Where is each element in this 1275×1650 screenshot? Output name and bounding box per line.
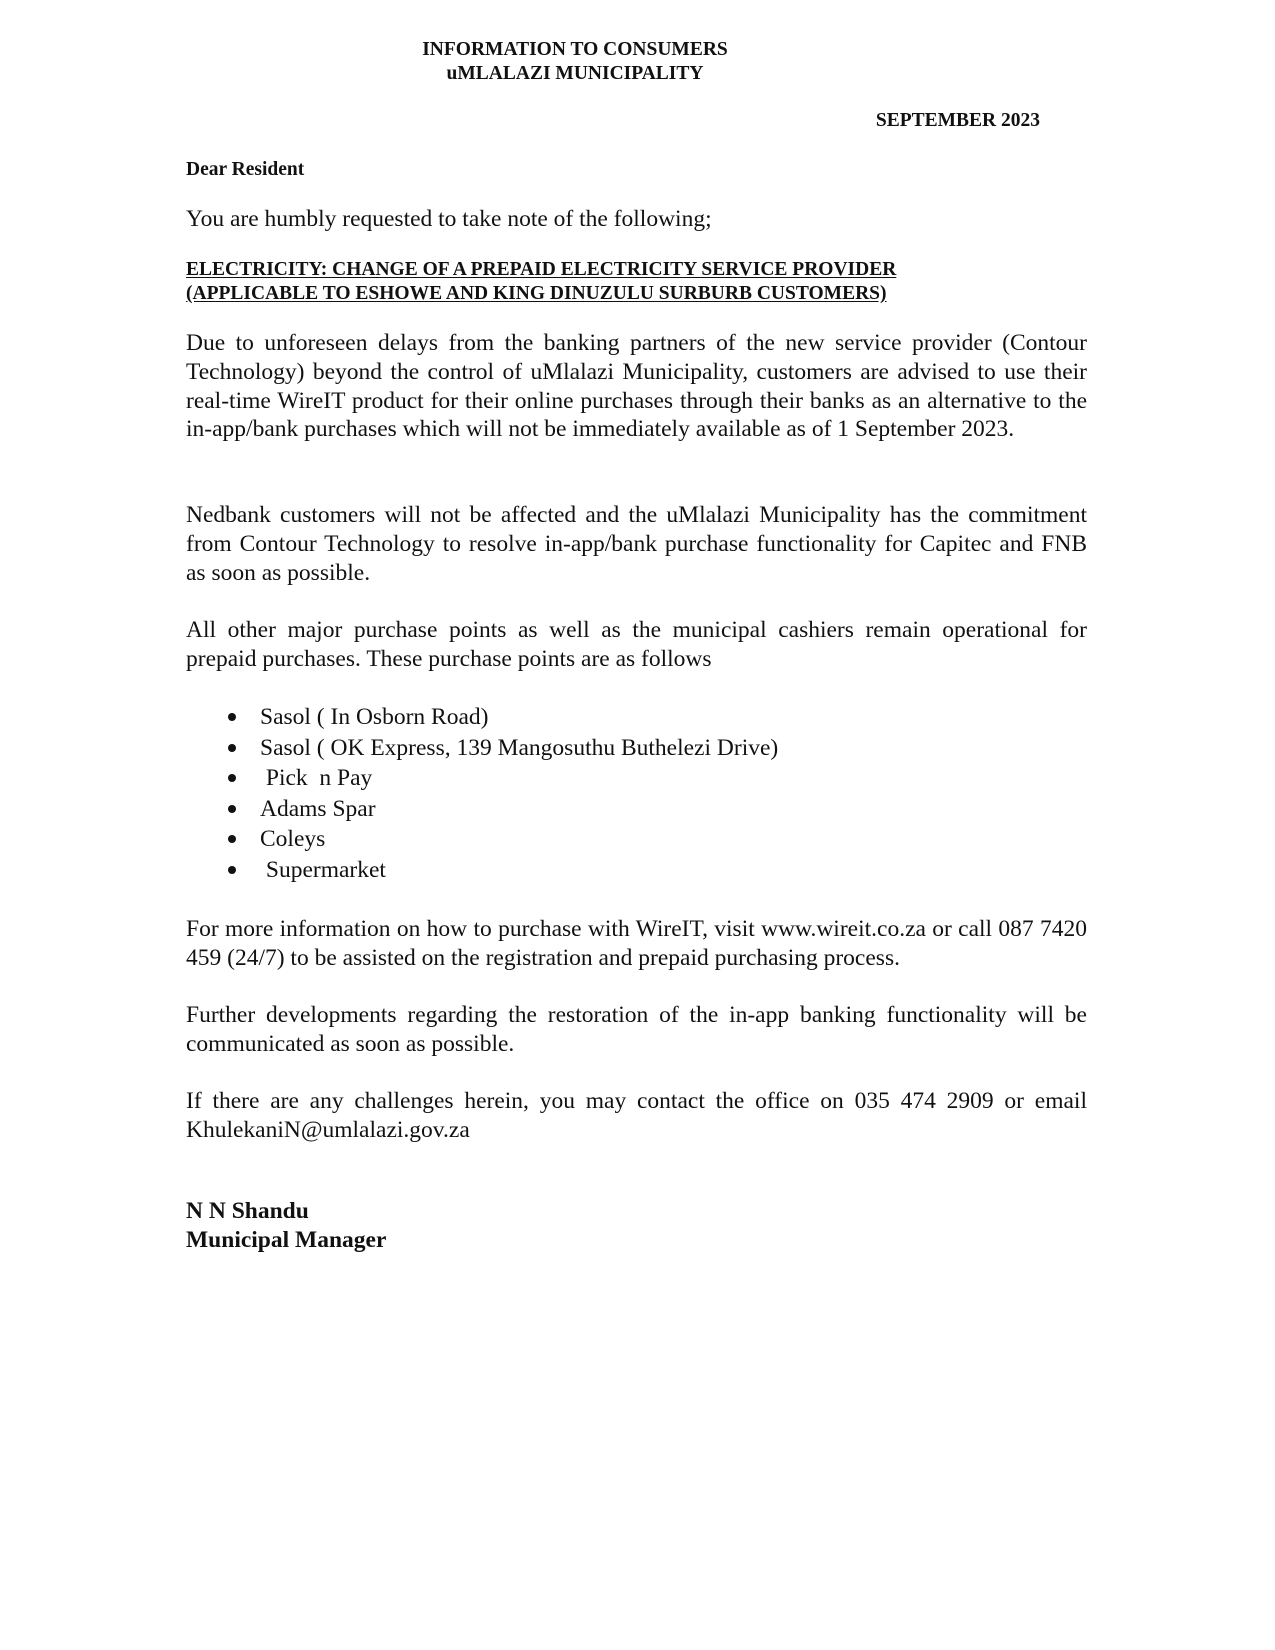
intro-text: You are humbly requested to take note of the following; <box>186 206 712 232</box>
paragraph-nedbank: Nedbank customers will not be affected and the uMlalazi Municipality has the commitment from Contour Technology to resolve in-app/bank purchase functionality for Capitec and FNB as soon as possible. <box>186 502 1087 586</box>
signatory-name: N N Shandu <box>186 1198 309 1224</box>
list-item <box>186 824 778 855</box>
list-item-label: Pick n Pay <box>260 765 373 791</box>
list-item-label: Adams Spar <box>260 795 376 822</box>
heading-line-2: (APPLICABLE TO ESHOWE AND KING DINUZULU SURBURB CUSTOMERS) <box>186 283 887 304</box>
title-line-1: INFORMATION TO CONSUMERS <box>422 39 728 60</box>
document-date: SEPTEMBER 2023 <box>875 110 1040 131</box>
list-item-label: Sasol ( OK Express, 139 Mangosuthu Buthelezi Drive) <box>260 734 779 761</box>
salutation: Dear Resident <box>186 159 305 180</box>
document-title <box>330 38 820 86</box>
notice-heading <box>186 258 1086 306</box>
bullet-icon <box>228 835 236 843</box>
list-item <box>186 794 778 825</box>
list-item-label: Supermarket <box>260 856 386 883</box>
list-item <box>186 733 778 764</box>
heading-line-1: ELECTRICITY: CHANGE OF A PREPAID ELECTRICITY SERVICE PROVIDER <box>186 259 897 280</box>
bullet-icon <box>228 744 236 752</box>
paragraph-delays: Due to unforeseen delays from the banking partners of the new service provider (Contour Technology) beyond the control of uMlalazi Municipality, customers are advised to use their real-time WireIT product for their online purchases through their banks as an alternative to the in-app/bank purchases which will not be immediately available as of 1 September 2023. <box>186 330 1087 443</box>
title-line-2: uMLALAZI MUNICIPALITY <box>446 63 704 84</box>
purchase-points-list <box>186 702 778 885</box>
list-item <box>186 702 778 733</box>
bullet-icon <box>228 805 236 813</box>
list-item <box>186 763 778 794</box>
bullet-icon <box>228 774 236 782</box>
paragraph-purchase-points: All other major purchase points as well as the municipal cashiers remain operational for prepaid purchases. These purchase points are as follows <box>186 617 1087 672</box>
list-item-label: Sasol ( In Osborn Road) <box>260 704 489 730</box>
paragraph-further-developments: Further developments regarding the restoration of the in-app banking functionality will be communicated as soon as possible. <box>186 1002 1087 1057</box>
list-item-label: Coleys <box>260 826 326 852</box>
bullet-icon <box>228 866 236 874</box>
bullet-icon <box>228 713 236 721</box>
signatory-title: Municipal Manager <box>186 1227 387 1253</box>
paragraph-more-info: For more information on how to purchase with WireIT, visit www.wireit.co.za or call 087 7420 459 (24/7) to be assisted on the registration and prepaid purchasing process. <box>186 916 1087 971</box>
paragraph-contact: If there are any challenges herein, you may contact the office on 035 474 2909 or email KhulekaniN@umlalazi.gov.za <box>186 1088 1087 1143</box>
list-item <box>186 855 778 886</box>
signature-block <box>186 1197 386 1255</box>
